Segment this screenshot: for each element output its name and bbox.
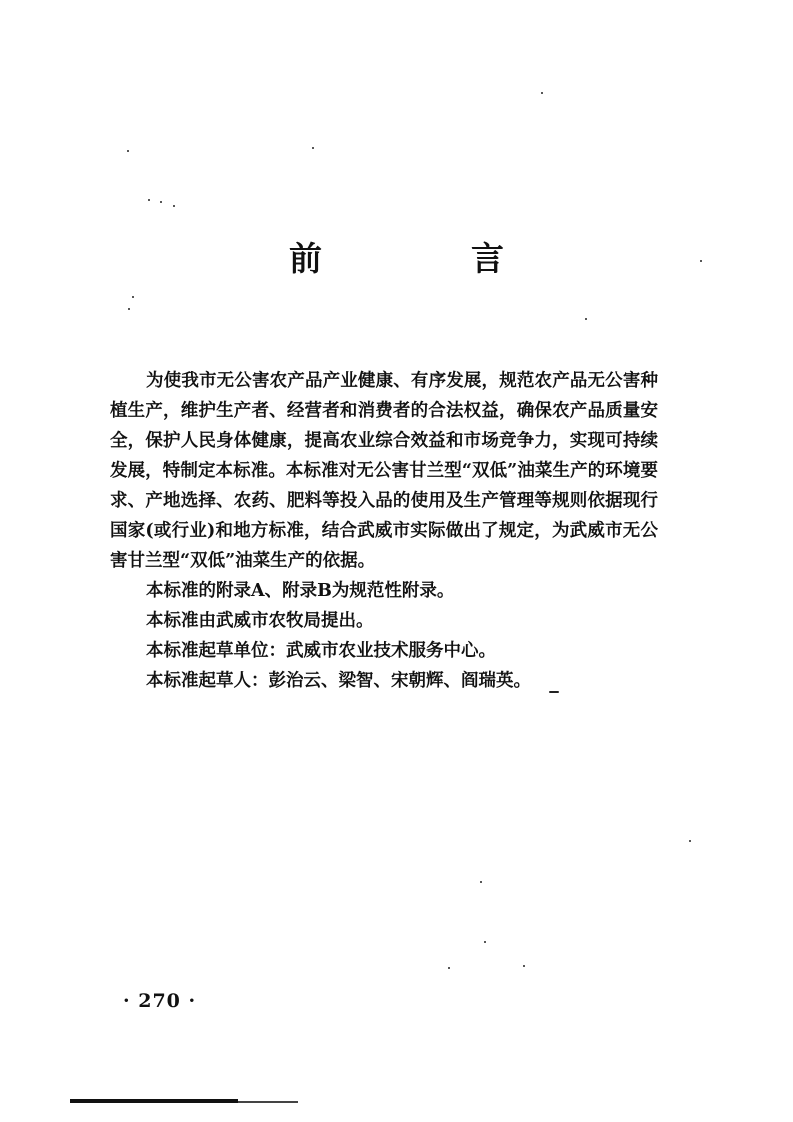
body-text [110,366,658,696]
paragraph-drafting-unit: 本标准起草单位：武威市农业技术服务中心。 [146,641,496,661]
scan-speck [480,881,482,883]
scan-speck [148,199,150,201]
paragraph-drafters: 本标准起草人：彭治云、梁智、宋朝辉、阎瑞英。 [146,671,531,691]
scan-speck [549,691,559,693]
scan-speck [173,205,175,207]
scan-speck [312,147,314,149]
page-number: · 270 · [123,990,197,1012]
paragraph-appendix: 本标准的附录A、附录B为规范性附录。 [146,581,455,601]
scan-speck [484,941,486,943]
scan-speck [523,965,525,967]
footer-rule-tail [238,1101,298,1103]
scan-speck [128,308,130,310]
scan-speck [700,260,702,262]
footer-rule [70,1099,238,1103]
scan-speck [448,967,450,969]
page-title: 前 言 [289,239,562,278]
scan-speck [127,150,129,152]
scan-speck [585,318,587,320]
scan-speck [689,840,691,842]
scan-speck [160,201,162,203]
paragraph-intro: 为使我市无公害农产品产业健康、有序发展，规范农产品无公害种植生产，维护生产者、经营者和消费者的合法权益，确保农产品质量安全，保护人民身体健康，提高农业综合效益和市场竞争力，实现可持续发展，特制定本标准。本标准对无公害甘兰型“双低”油菜生产的环境要求、产地选择、农药、肥料等投入品的使用及生产管理等规则依据现行国家(或行业)和地方标准，结合武威市实际做出了规定，为武威市无公害甘兰型“双低”油菜生产的依据。 [110,371,658,571]
scan-speck [541,92,543,94]
paragraph-proposer: 本标准由武威市农牧局提出。 [146,611,374,631]
scan-speck [132,296,134,298]
